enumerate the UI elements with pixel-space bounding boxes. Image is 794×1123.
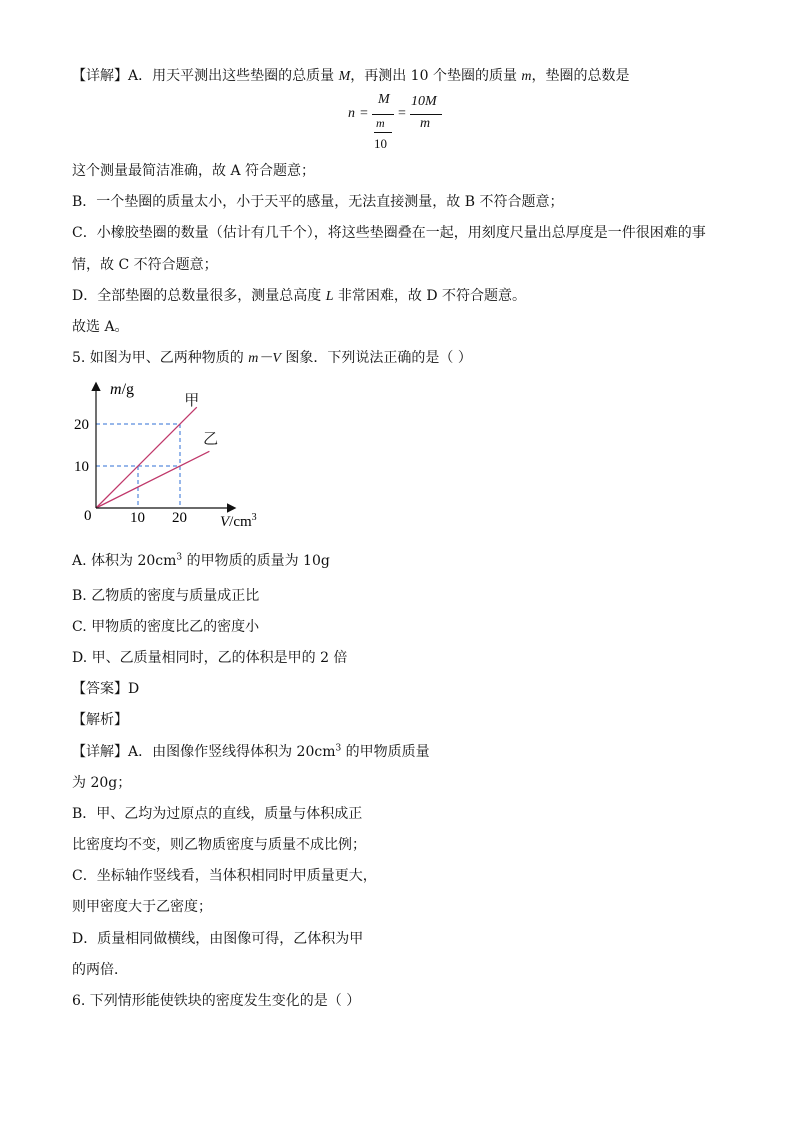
formula-sub-bar	[374, 132, 392, 133]
text-line-d	[72, 287, 526, 306]
option-seg: 的甲物质的质量为 10g	[182, 553, 330, 569]
formula-lhs: n	[348, 106, 355, 121]
detail-a-line	[72, 67, 630, 86]
text-line: 故选 A。	[72, 319, 129, 335]
text-line: 情，故 C 不符合题意；	[72, 257, 218, 273]
formula-main-bar	[372, 114, 394, 115]
series-line-jia	[96, 407, 197, 508]
detail-line: 的两倍．	[72, 962, 128, 978]
y-tick-label: 10	[74, 459, 89, 475]
detail-line: 比密度均不变，则乙物质密度与质量不成比例；	[72, 837, 366, 853]
text-seg: 非常困难，故 D 不符合题意。	[333, 288, 527, 304]
var-M: M	[338, 69, 351, 84]
formula-num-M: M	[378, 92, 390, 107]
option-b: B. 乙物质的密度与质量成正比	[72, 588, 260, 604]
x-axis-label: $V/cm^3$	[220, 512, 257, 530]
detail-line	[72, 743, 430, 761]
formula-den-m2: m	[420, 116, 431, 131]
formula-num-10M: 10M	[411, 94, 437, 109]
detail-line: B．甲、乙均为过原点的直线，质量与体积成正	[72, 806, 363, 822]
analysis-heading: 【解析】	[72, 712, 128, 728]
answer-line: 【答案】D	[72, 681, 140, 697]
detail-a-mid: ，再测出 10 个垫圈的质量	[350, 68, 522, 84]
detail-a-prefix: 【详解】A．用天平测出这些垫圈的总质量	[72, 68, 339, 84]
detail-sup: 3	[335, 743, 342, 754]
stem-seg: 5. 如图为甲、乙两种物质的	[72, 350, 249, 366]
x-tick-label: 20	[172, 510, 187, 526]
text-line: 这个测量最简洁准确，故 A 符合题意；	[72, 163, 316, 179]
mv-graph	[72, 378, 272, 538]
x-tick-label: 10	[130, 510, 145, 526]
detail-seg: 【详解】A．由图像作竖线得体积为 20cm	[72, 744, 336, 760]
option-a	[72, 552, 330, 570]
origin-label: 0	[84, 508, 92, 524]
formula-bar-2	[410, 114, 442, 115]
text-seg: D．全部垫圈的总数量很多，测量总高度	[72, 288, 326, 304]
formula-den-10: 10	[374, 136, 387, 151]
data-lines	[96, 407, 209, 508]
option-c: C. 甲物质的密度比乙的密度小	[72, 619, 260, 635]
text-line: C．小橡胶垫圈的数量（估计有几千个），将这些垫圈叠在一起，用刻度尺量出总厚度是一件很困难的事	[72, 225, 706, 241]
detail-seg: 的甲物质质量	[341, 744, 430, 760]
y-tick-label: 20	[74, 417, 89, 433]
option-seg: A. 体积为 20cm	[72, 553, 177, 569]
option-d: D. 甲、乙质量相同时，乙的体积是甲的 2 倍	[72, 650, 348, 666]
stem-var: m－V	[248, 351, 281, 366]
series-labels	[184, 392, 218, 447]
detail-line: C．坐标轴作竖线看，当体积相同时甲质量更大，	[72, 868, 377, 884]
count-formula	[348, 92, 458, 154]
stem-seg: 图象．下列说法正确的是（ ）	[280, 350, 472, 366]
var-L: L	[325, 289, 334, 304]
question-6-stem: 6. 下列情形能使铁块的密度发生变化的是（ ）	[72, 993, 361, 1009]
y-axis-label: m/g	[110, 381, 135, 398]
question-5-stem	[72, 349, 472, 368]
var-m: m	[521, 69, 532, 84]
text-line: B．一个垫圈的质量太小，小于天平的感量，无法直接测量，故 B 不符合题意；	[72, 194, 564, 210]
option-a-sup: 3	[176, 552, 183, 563]
detail-line: 为 20g；	[72, 775, 132, 791]
series-line-yi	[96, 451, 209, 508]
formula-den-m: m	[376, 116, 385, 130]
detail-line: D．质量相同做横线，由图像可得，乙体积为甲	[72, 931, 364, 947]
formula-eq2: =	[398, 106, 406, 121]
series-label: 乙	[203, 431, 219, 448]
formula-eq1: =	[360, 106, 368, 121]
series-label: 甲	[184, 393, 200, 410]
detail-a-suffix: ，垫圈的总数是	[531, 68, 630, 84]
detail-line: 则甲密度大于乙密度；	[72, 899, 212, 915]
